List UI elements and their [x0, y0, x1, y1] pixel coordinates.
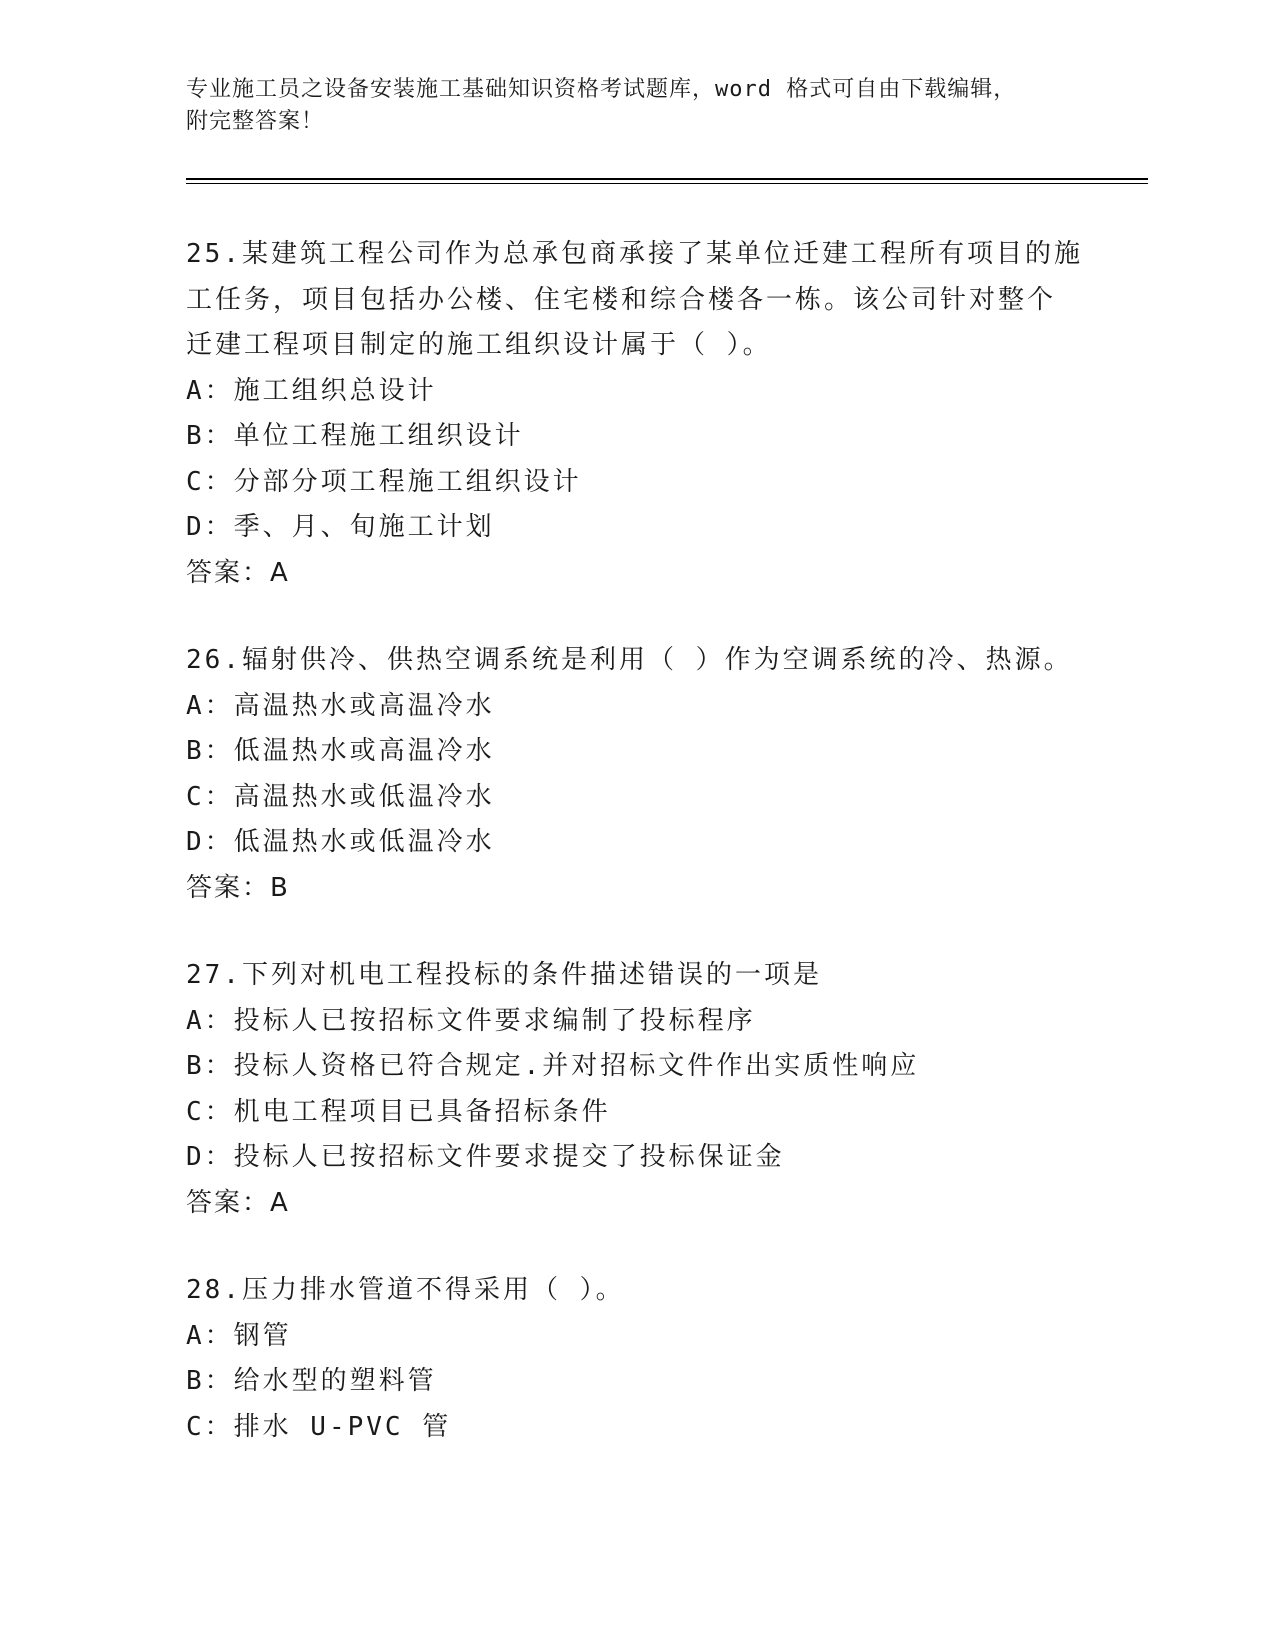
header-divider-thick [186, 178, 1148, 180]
header-divider-thin [186, 183, 1148, 184]
question-27 [186, 953, 1106, 1226]
header-line-1: 专业施工员之设备安装施工基础知识资格考试题库，word 格式可自由下载编辑， [186, 77, 1017, 102]
answer-label: 答案：A [186, 1187, 290, 1218]
option-b: B：单位工程施工组织设计 [186, 421, 524, 451]
option-c: C：分部分项工程施工组织设计 [186, 466, 582, 497]
question-stem-line: 迁建工程项目制定的施工组织设计属于（ ）。 [186, 330, 772, 360]
document-header [186, 74, 1066, 138]
question-stem-line: 25.某建筑工程公司作为总承包商承接了某单位迁建工程所有项目的施 [186, 239, 1083, 269]
option-d: D：季、月、旬施工计划 [186, 512, 495, 542]
question-stem-line: 27.下列对机电工程投标的条件描述错误的一项是 [186, 960, 822, 990]
option-a: A：高温热水或高温冷水 [186, 690, 495, 721]
header-line-2: 附完整答案！ [186, 109, 325, 134]
option-c: C：高温热水或低温冷水 [186, 781, 495, 812]
option-c: C：机电工程项目已具备招标条件 [186, 1096, 611, 1127]
option-d: D：投标人已按招标文件要求提交了投标保证金 [186, 1142, 785, 1172]
question-26 [186, 638, 1106, 911]
option-a: A：钢管 [186, 1320, 292, 1351]
question-stem-line: 工任务，项目包括办公楼、住宅楼和综合楼各一栋。该公司针对整个 [186, 284, 1057, 315]
question-25 [186, 232, 1106, 596]
question-list [186, 232, 1106, 1492]
answer-label: 答案：A [186, 557, 290, 588]
question-28 [186, 1268, 1106, 1450]
option-c: C：排水 U-PVC 管 [186, 1411, 452, 1442]
option-a: A：施工组织总设计 [186, 375, 437, 406]
option-a: A：投标人已按招标文件要求编制了投标程序 [186, 1005, 756, 1036]
option-d: D：低温热水或低温冷水 [186, 827, 495, 857]
answer-label: 答案：B [186, 872, 290, 903]
option-b: B：给水型的塑料管 [186, 1366, 437, 1396]
option-b: B：低温热水或高温冷水 [186, 736, 495, 766]
question-stem-line: 26.辐射供冷、供热空调系统是利用（ ）作为空调系统的冷、热源。 [186, 645, 1073, 675]
option-b: B：投标人资格已符合规定.并对招标文件作出实质性响应 [186, 1051, 920, 1081]
question-stem-line: 28.压力排水管道不得采用（ ）。 [186, 1275, 625, 1305]
